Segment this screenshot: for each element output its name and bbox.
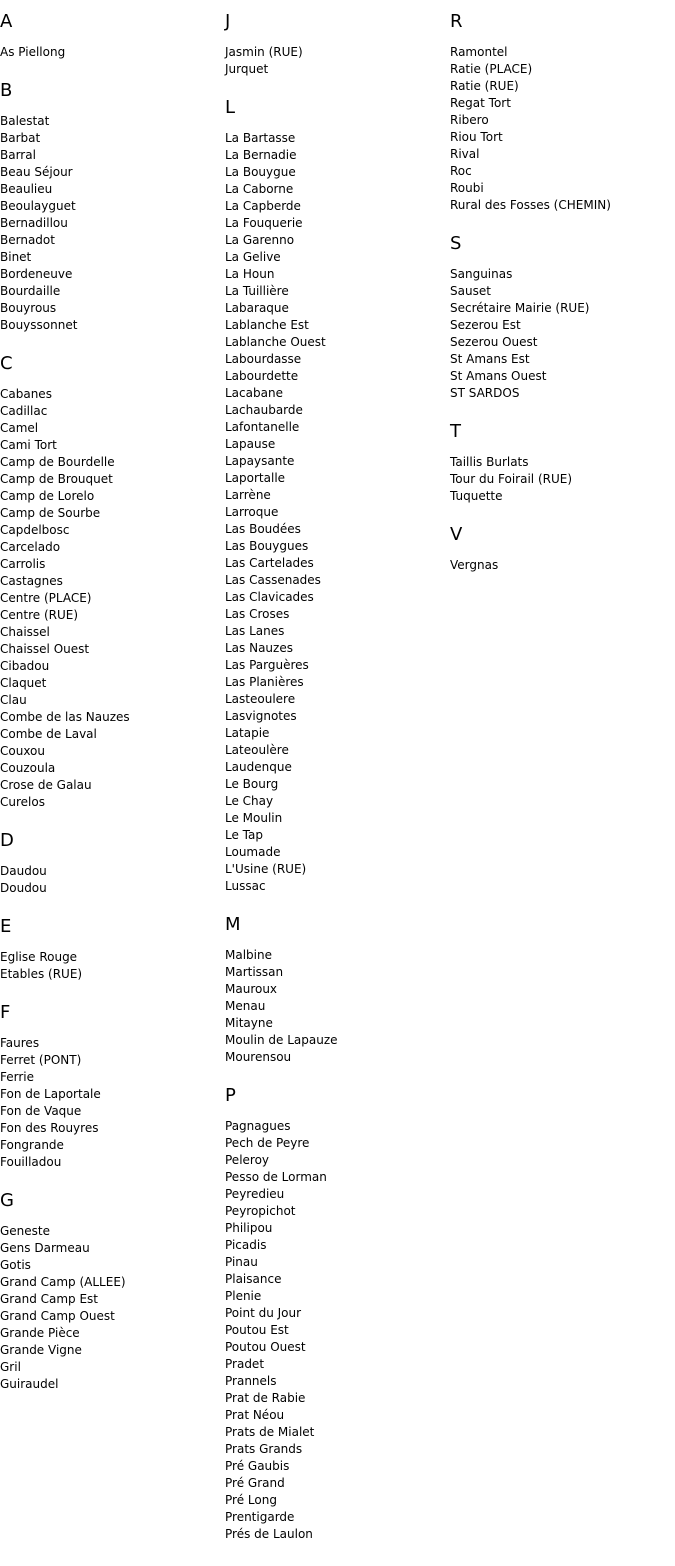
street-name: Lablanche Est	[225, 318, 309, 332]
street-name: La Bouygue	[225, 165, 296, 179]
street-name: Las Boudées	[225, 522, 301, 536]
street-list	[450, 454, 675, 505]
street-name: Faures	[0, 1036, 40, 1050]
street-list	[0, 44, 220, 61]
street-name: Grande Vigne	[0, 1343, 82, 1357]
street-name: Fon des Rouyres	[0, 1121, 99, 1135]
street-name: Ratie (RUE)	[450, 79, 519, 93]
street-name: Las Cartelades	[225, 556, 314, 570]
street-name: Vergnas	[450, 558, 499, 572]
street-name: Roubi	[450, 181, 484, 195]
street-name: ST SARDOS	[450, 386, 520, 400]
street-name: Chaissel Ouest	[0, 642, 90, 656]
street-name: Malbine	[225, 948, 272, 962]
street-name: Bouyssonnet	[0, 318, 78, 332]
street-list	[0, 1223, 220, 1393]
street-name: Carrolis	[0, 557, 46, 571]
street-name: Prat de Rabie	[225, 1391, 306, 1405]
street-name: Lapause	[225, 437, 276, 451]
street-name: Lacabane	[225, 386, 283, 400]
street-name: Chaissel	[0, 625, 50, 639]
street-name: Gril	[0, 1360, 21, 1374]
letter-group-m	[225, 913, 445, 1066]
street-name: La Capberde	[225, 199, 301, 213]
street-name: Rival	[450, 147, 480, 161]
street-name: Pré Long	[225, 1493, 277, 1507]
street-name: Jurquet	[225, 62, 269, 76]
street-name: Las Croses	[225, 607, 290, 621]
street-name: Bouyrous	[0, 301, 57, 315]
street-list	[225, 130, 445, 895]
letter-group-r	[450, 10, 675, 214]
letter-group-c	[0, 352, 220, 811]
street-list	[450, 557, 675, 574]
street-name: Mourensou	[225, 1050, 292, 1064]
letter-group-g	[0, 1189, 220, 1393]
street-name: Centre (PLACE)	[0, 591, 92, 605]
street-name: Larrène	[225, 488, 271, 502]
street-name: L'Usine (RUE)	[225, 862, 307, 876]
street-name: Guiraudel	[0, 1377, 59, 1391]
street-list	[225, 947, 445, 1066]
letter-heading: J	[225, 11, 231, 32]
street-name: Tour du Foirail (RUE)	[450, 472, 573, 486]
street-name: Latapie	[225, 726, 270, 740]
street-name: Le Moulin	[225, 811, 283, 825]
street-name: Prés de Laulon	[225, 1527, 313, 1541]
street-name: Lussac	[225, 879, 266, 893]
street-name: Lasvignotes	[225, 709, 297, 723]
letter-group-d	[0, 829, 220, 897]
street-name: Roc	[450, 164, 472, 178]
street-name: Castagnes	[0, 574, 63, 588]
street-name: Las Clavicades	[225, 590, 314, 604]
street-name: Taillis Burlats	[450, 455, 529, 469]
street-name: Camel	[0, 421, 39, 435]
street-name: Geneste	[0, 1224, 51, 1238]
street-name: Prats Grands	[225, 1442, 303, 1456]
letter-group-f	[0, 1001, 220, 1171]
street-name: Prannels	[225, 1374, 277, 1388]
street-name: Pesso de Lorman	[225, 1170, 327, 1184]
street-name: Ferrie	[0, 1070, 35, 1084]
street-name: Cami Tort	[0, 438, 57, 452]
letter-heading: L	[225, 97, 236, 118]
street-name: Peyredieu	[225, 1187, 285, 1201]
street-name: La Tuillière	[225, 284, 289, 298]
street-name: Le Bourg	[225, 777, 279, 791]
street-name: Camp de Brouquet	[0, 472, 113, 486]
street-name: Martissan	[225, 965, 284, 979]
street-name: Doudou	[0, 881, 47, 895]
street-name: Gotis	[0, 1258, 31, 1272]
street-name: Sezerou Est	[450, 318, 521, 332]
street-name: Capdelbosc	[0, 523, 70, 537]
street-name: Ribero	[450, 113, 489, 127]
letter-group-e	[0, 915, 220, 983]
street-name: Bordeneuve	[0, 267, 73, 281]
street-name: Combe de las Nauzes	[0, 710, 130, 724]
street-name: Picadis	[225, 1238, 267, 1252]
street-name: Cabanes	[0, 387, 52, 401]
street-name: Combe de Laval	[0, 727, 97, 741]
street-name: Fouilladou	[0, 1155, 62, 1169]
street-name: Barral	[0, 148, 36, 162]
street-name: Binet	[0, 250, 32, 264]
street-name: Pech de Peyre	[225, 1136, 310, 1150]
street-name: Lafontanelle	[225, 420, 300, 434]
street-index-column-3	[450, 10, 675, 592]
letter-heading: S	[450, 233, 462, 254]
street-list	[0, 386, 220, 811]
street-name: Fon de Vaque	[0, 1104, 82, 1118]
street-name: Daudou	[0, 864, 47, 878]
street-name: Barbat	[0, 131, 41, 145]
street-list	[450, 266, 675, 402]
street-name: Lasteoulere	[225, 692, 296, 706]
street-name: Curelos	[0, 795, 45, 809]
street-name: Rural des Fosses (CHEMIN)	[450, 198, 611, 212]
street-name: Las Lanes	[225, 624, 285, 638]
street-name: La Bernadie	[225, 148, 297, 162]
street-name: Labourdasse	[225, 352, 302, 366]
street-name: Menau	[225, 999, 266, 1013]
street-name: Le Tap	[225, 828, 263, 842]
street-name: Larroque	[225, 505, 279, 519]
street-name: Plaisance	[225, 1272, 282, 1286]
street-name: Grand Camp Ouest	[0, 1309, 115, 1323]
street-name: La Caborne	[225, 182, 294, 196]
street-name: Grand Camp Est	[0, 1292, 99, 1306]
street-name: Labaraque	[225, 301, 289, 315]
street-name: Centre (RUE)	[0, 608, 79, 622]
street-name: Plenie	[225, 1289, 262, 1303]
street-name: Mitayne	[225, 1016, 273, 1030]
street-name: La Garenno	[225, 233, 295, 247]
street-name: Ratie (PLACE)	[450, 62, 533, 76]
street-name: Claquet	[0, 676, 47, 690]
street-index-column-1	[0, 10, 220, 1411]
letter-heading: R	[450, 11, 463, 32]
street-list	[0, 949, 220, 983]
street-name: Etables (RUE)	[0, 967, 83, 981]
street-name: Balestat	[0, 114, 50, 128]
letter-group-j	[225, 10, 445, 78]
street-name: Bourdaille	[0, 284, 61, 298]
street-name: La Gelive	[225, 250, 281, 264]
street-name: Moulin de Lapauze	[225, 1033, 338, 1047]
letter-heading: E	[0, 916, 12, 937]
letter-group-t	[450, 420, 675, 505]
street-name: Peleroy	[225, 1153, 270, 1167]
letter-group-l	[225, 96, 445, 895]
street-name: Loumade	[225, 845, 281, 859]
street-name: Beau Séjour	[0, 165, 73, 179]
street-name: Camp de Lorelo	[0, 489, 95, 503]
letter-heading: C	[0, 353, 13, 374]
letter-heading: V	[450, 524, 463, 545]
letter-group-p	[225, 1084, 445, 1543]
street-name: Mauroux	[225, 982, 278, 996]
street-name: Pradet	[225, 1357, 265, 1371]
street-name: Clau	[0, 693, 27, 707]
letter-heading: F	[0, 1002, 11, 1023]
street-list	[0, 113, 220, 334]
street-list	[0, 1035, 220, 1171]
street-name: Labourdette	[225, 369, 299, 383]
letter-heading: T	[450, 421, 461, 442]
street-name: Couzoula	[0, 761, 56, 775]
letter-heading: P	[225, 1085, 236, 1106]
letter-group-a	[0, 10, 220, 61]
letter-heading: A	[0, 11, 13, 32]
street-name: Carcelado	[0, 540, 61, 554]
street-name: Cibadou	[0, 659, 50, 673]
street-name: Cadillac	[0, 404, 48, 418]
street-name: Las Planières	[225, 675, 304, 689]
street-name: Pré Grand	[225, 1476, 285, 1490]
letter-group-v	[450, 523, 675, 574]
street-name: Las Parguères	[225, 658, 309, 672]
letter-heading: B	[0, 80, 13, 101]
street-name: Poutou Est	[225, 1323, 289, 1337]
street-name: St Amans Est	[450, 352, 530, 366]
street-name: Pinau	[225, 1255, 258, 1269]
street-name: Fon de Laportale	[0, 1087, 101, 1101]
street-name: Beaulieu	[0, 182, 53, 196]
street-list	[225, 1118, 445, 1543]
street-name: Las Cassenades	[225, 573, 321, 587]
street-name: La Bartasse	[225, 131, 296, 145]
letter-group-b	[0, 79, 220, 334]
street-list	[0, 863, 220, 897]
street-name: Gens Darmeau	[0, 1241, 90, 1255]
letter-group-s	[450, 232, 675, 402]
street-name: La Fouquerie	[225, 216, 303, 230]
street-list	[225, 44, 445, 78]
street-name: Lapaysante	[225, 454, 295, 468]
street-name: Ferret (PONT)	[0, 1053, 82, 1067]
street-name: Riou Tort	[450, 130, 503, 144]
street-name: La Houn	[225, 267, 275, 281]
street-name: Lateoulère	[225, 743, 289, 757]
street-name: Sanguinas	[450, 267, 513, 281]
street-name: Las Nauzes	[225, 641, 293, 655]
street-name: Sezerou Ouest	[450, 335, 538, 349]
street-name: Grande Pièce	[0, 1326, 80, 1340]
street-name: As Piellong	[0, 45, 66, 59]
street-name: Lablanche Ouest	[225, 335, 326, 349]
street-name: Grand Camp (ALLEE)	[0, 1275, 126, 1289]
street-name: Sauset	[450, 284, 491, 298]
street-name: Couxou	[0, 744, 46, 758]
street-name: Point du Jour	[225, 1306, 302, 1320]
street-name: Regat Tort	[450, 96, 511, 110]
street-list	[450, 44, 675, 214]
street-name: Pagnagues	[225, 1119, 291, 1133]
letter-heading: D	[0, 830, 14, 851]
street-name: Camp de Sourbe	[0, 506, 101, 520]
street-name: Crose de Galau	[0, 778, 92, 792]
letter-heading: G	[0, 1190, 14, 1211]
street-name: Laudenque	[225, 760, 292, 774]
street-name: Prentigarde	[225, 1510, 295, 1524]
street-name: Prat Néou	[225, 1408, 285, 1422]
street-index-column-2	[225, 10, 445, 1561]
street-name: Prats de Mialet	[225, 1425, 315, 1439]
street-name: Poutou Ouest	[225, 1340, 306, 1354]
street-name: St Amans Ouest	[450, 369, 547, 383]
street-name: Fongrande	[0, 1138, 64, 1152]
street-name: Las Bouygues	[225, 539, 309, 553]
street-name: Beoulayguet	[0, 199, 76, 213]
street-name: Secrétaire Mairie (RUE)	[450, 301, 590, 315]
letter-heading: M	[225, 914, 241, 935]
street-name: Bernadillou	[0, 216, 68, 230]
street-name: Ramontel	[450, 45, 508, 59]
street-name: Philipou	[225, 1221, 273, 1235]
street-name: Camp de Bourdelle	[0, 455, 115, 469]
street-name: Bernadot	[0, 233, 55, 247]
street-name: Peyropichot	[225, 1204, 296, 1218]
street-name: Lachaubarde	[225, 403, 303, 417]
street-name: Laportalle	[225, 471, 286, 485]
street-name: Jasmin (RUE)	[225, 45, 303, 59]
street-name: Pré Gaubis	[225, 1459, 290, 1473]
street-name: Le Chay	[225, 794, 274, 808]
street-name: Tuquette	[450, 489, 503, 503]
street-name: Eglise Rouge	[0, 950, 78, 964]
